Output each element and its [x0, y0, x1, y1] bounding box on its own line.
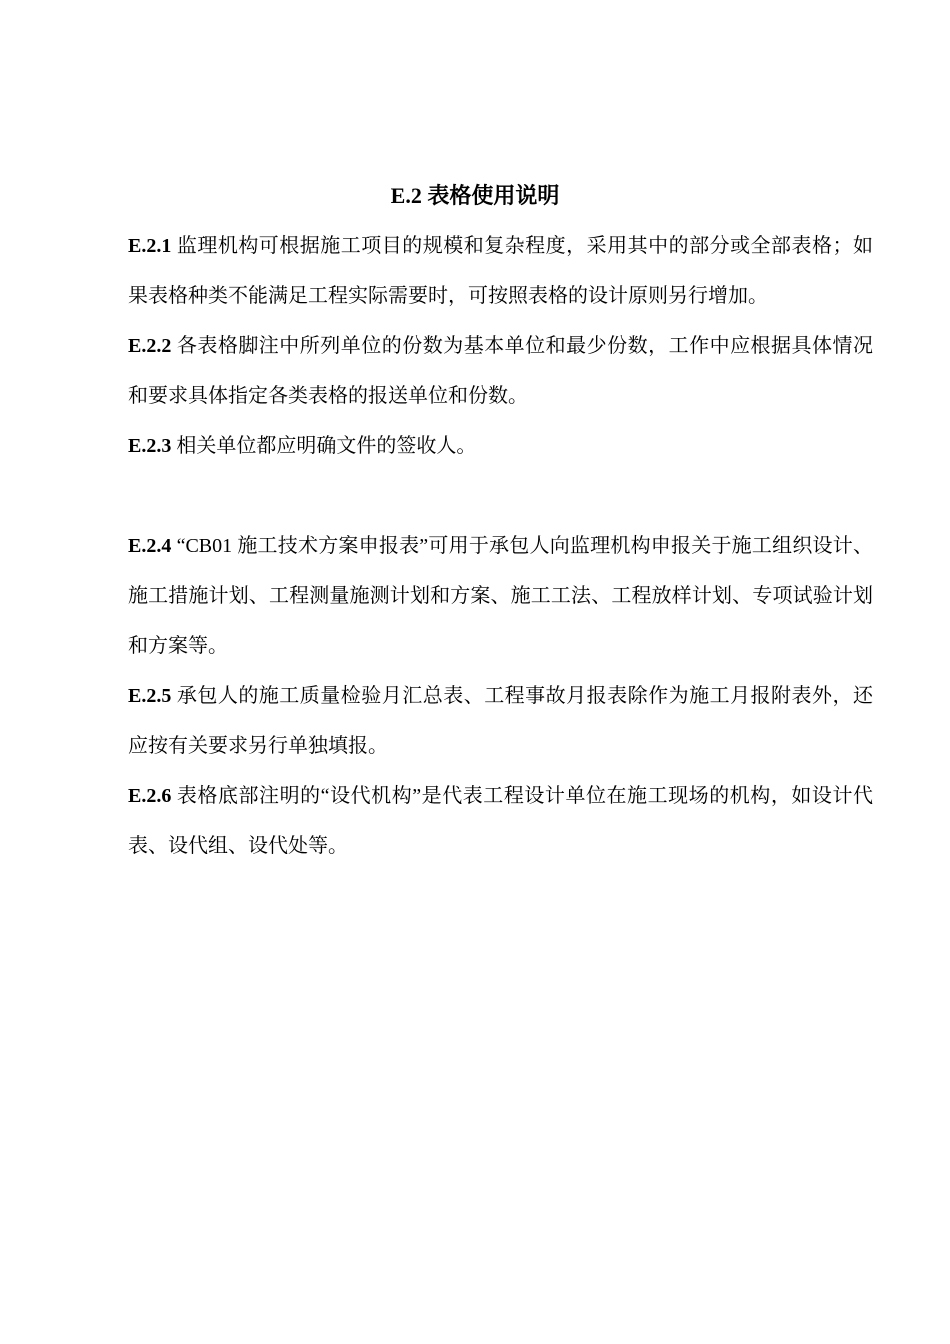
clause-text: 表格底部注明的“设代机构”是代表工程设计单位在施工现场的机构，如设计代表、设代组、设代处等。 — [128, 785, 873, 857]
clause-number: E.2.2 — [128, 335, 172, 357]
clause-text: 相关单位都应明确文件的签收人。 — [176, 435, 477, 457]
clause-number: E.2.1 — [128, 235, 172, 257]
clause-text: 监理机构可根据施工项目的规模和复杂程度，采用其中的部分或全部表格；如果表格种类不能满足工程实际需要时，可按照表格的设计原则另行增加。 — [128, 235, 874, 307]
page-title: E.2 表格使用说明 — [390, 183, 560, 208]
clause-e-2-6 — [128, 771, 873, 871]
clause-number: E.2.3 — [128, 435, 172, 457]
blank-line — [128, 471, 873, 521]
clause-text: 各表格脚注中所列单位的份数为基本单位和最少份数，工作中应根据具体情况和要求具体指定各类表格的报送单位和份数。 — [128, 335, 874, 407]
clause-e-2-3 — [128, 421, 873, 471]
clause-number: E.2.6 — [128, 785, 172, 807]
clause-e-2-4 — [128, 521, 873, 671]
clause-number: E.2.5 — [128, 685, 172, 707]
clause-e-2-1 — [128, 221, 873, 321]
clause-text: 承包人的施工质量检验月汇总表、工程事故月报表除作为施工月报附表外，还应按有关要求另行单独填报。 — [128, 685, 874, 757]
clause-text: “CB01 施工技术方案申报表”可用于承包人向监理机构申报关于施工组织设计、施工措施计划、工程测量施测计划和方案、施工工法、工程放样计划、专项试验计划和方案等。 — [128, 535, 873, 657]
clause-number: E.2.4 — [128, 535, 172, 557]
clause-e-2-5 — [128, 671, 873, 771]
clause-e-2-2 — [128, 321, 873, 421]
clause-list — [128, 221, 873, 871]
